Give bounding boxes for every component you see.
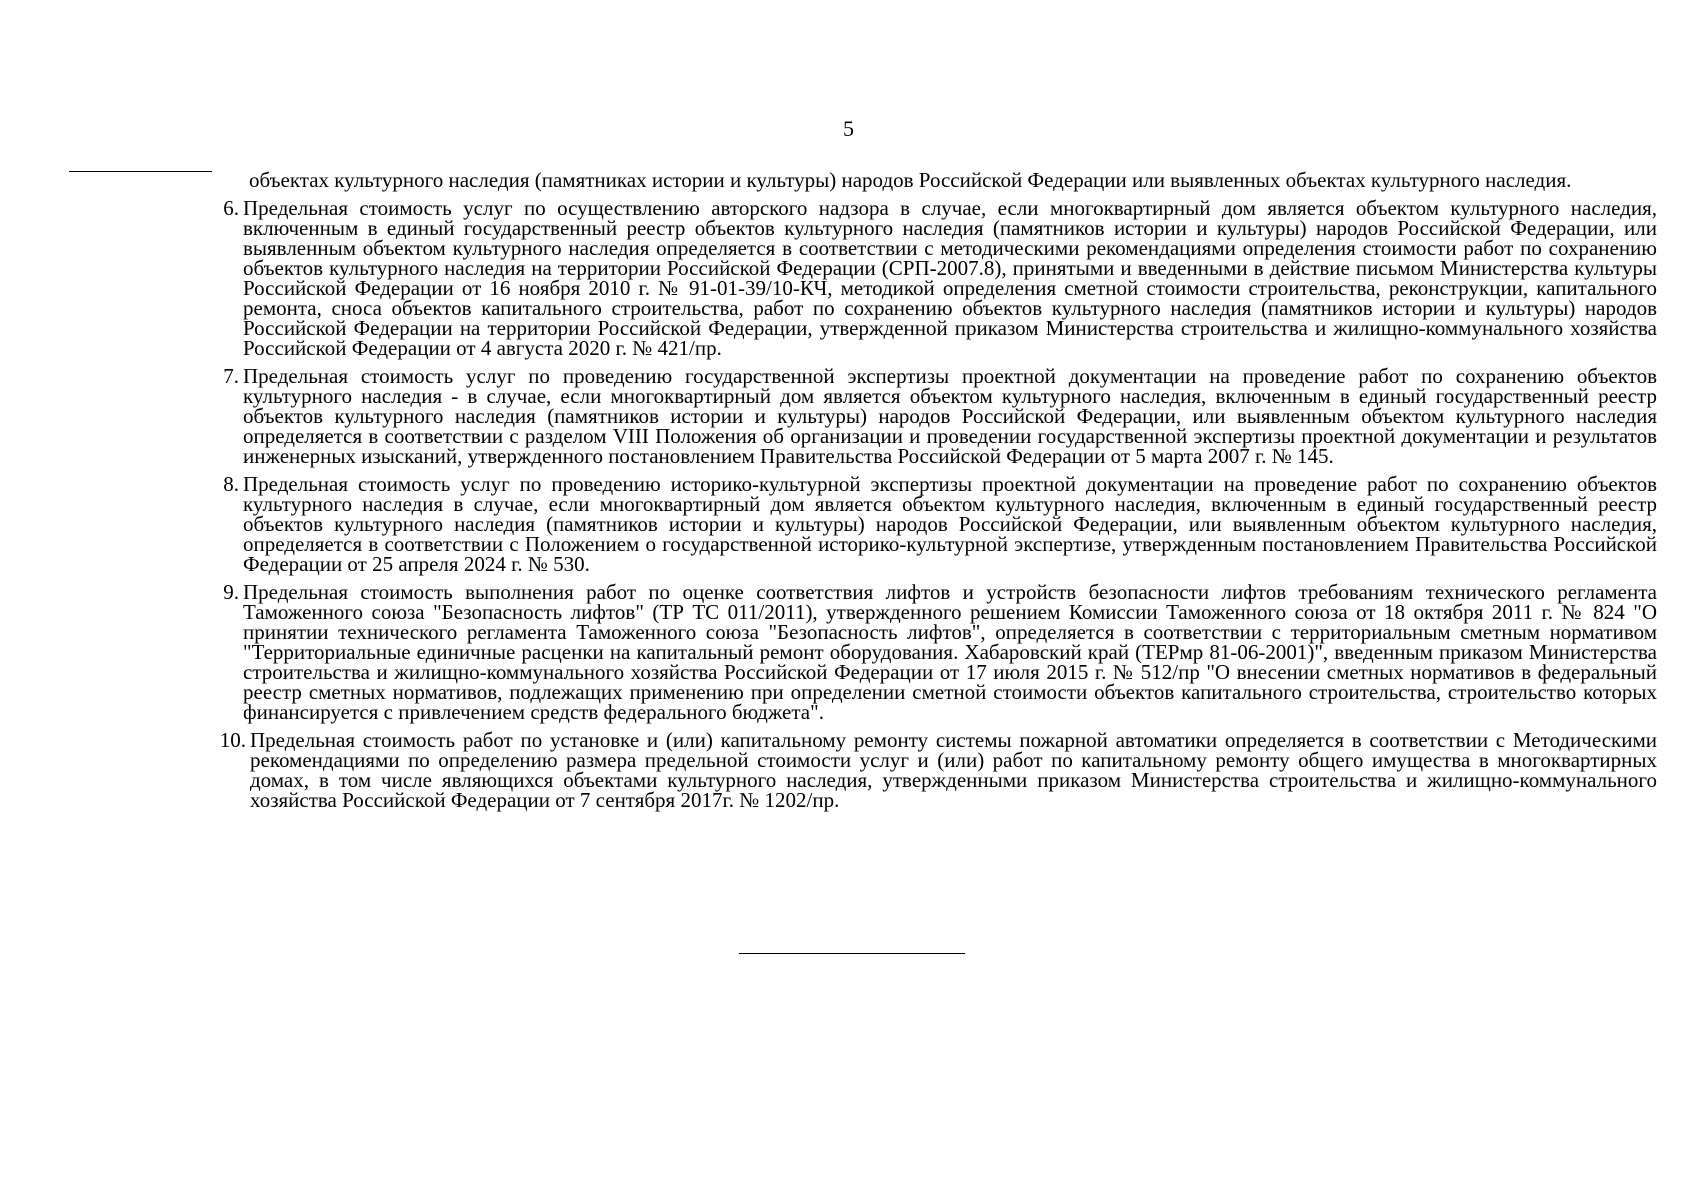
footnote-7: [210, 366, 1657, 466]
footnote-number: 9.: [223, 580, 239, 604]
footnotes-block: [210, 170, 1657, 818]
footnote-10: [210, 730, 1657, 810]
footnote-6: [210, 198, 1657, 358]
footnote-text: Предельная стоимость услуг по проведению государственной экспертизы проектной документации на проведение работ по сохранению объектов культурного наследия - в случае, если многоквартирный дом является объектом культурного наследия, включенным в единый государственный реестр объектов культурного наследия (памятников истории и культуры) народов Российской Федерации, или выявленным объектом культурного наследия определяется в соответствии с разделом VIII Положения об организации и проведении государственной экспертизы проектной документации и результатов инженерных изысканий, утвержденного постановлением Правительства Российской Федерации от 5 марта 2007 г. № 145.: [243, 364, 1657, 468]
page-number: 5: [843, 116, 854, 141]
footnote-text: Предельная стоимость выполнения работ по оценке соответствия лифтов и устройств безопасности лифтов требованиям технического регламента Таможенного союза "Безопасность лифтов" (ТР ТС 011/2011), утвержденного решением Комиссии Таможенного союза от 18 октября 2011 г. № 824 "О принятии технического регламента Таможенного союза "Безопасность лифтов", определяется в соответствии с территориальным сметным нормативом "Территориальные единичные расценки на капитальный ремонт оборудования. Хабаровский край (ТЕРмр 81-06-2001)", введенным приказом Министерства строительства и жилищно-коммунального хозяйства Российской Федерации от 17 июля 2015 г. № 512/пр "О внесении сметных нормативов в федеральный реестр сметных нормативов, подлежащих применению при определении сметной стоимости объектов капитального строительства, строительство которых финансируется с привлечением средств федерального бюджета".: [243, 580, 1657, 724]
footnote-continuation: объектах культурного наследия (памятниках истории и культуры) народов Российской Федерации или выявленных объектах культурного наследия.: [249, 168, 1572, 192]
footnote-text: Предельная стоимость услуг по осуществлению авторского надзора в случае, если многоквартирный дом является объектом культурного наследия, включенным в единый государственный реестр объектов культурного наследия (памятников истории и культуры) народов Российской Федерации, или выявленным объектом культурного наследия определяется в соответствии с методическими рекомендациями определения стоимости работ по сохранению объектов культурного наследия на территории Российской Федерации (СРП-2007.8), принятыми и введенными в действие письмом Министерства культуры Российской Федерации от 16 ноября 2010 г. № 91-01-39/10-КЧ, методикой определения сметной стоимости строительства, реконструкции, капитального ремонта, сноса объектов капитального строительства, работ по сохранению объектов культурного наследия (памятников истории и культуры) народов Российской Федерации на территории Российской Федерации, утвержденной приказом Министерства строительства и жилищно-коммунального хозяйства Российской Федерации от 4 августа 2020 г. № 421/пр.: [243, 196, 1657, 360]
footnote-8: [210, 474, 1657, 574]
end-of-section-rule: [739, 953, 965, 954]
footnote-number: 10.: [219, 728, 246, 752]
footnote-text: Предельная стоимость услуг по проведению историко-культурной экспертизы проектной документации на проведение работ по сохранению объектов культурного наследия в случае, если многоквартирный дом является объектом культурного наследия, включенным в единый государственный реестр объектов культурного наследия (памятников истории и культуры) народов Российской Федерации, или выявленным объектом культурного наследия, определяется в соответствии с Положением о государственной историко-культурной экспертизе, утвержденным постановлением Правительства Российской Федерации от 25 апреля 2024 г. № 530.: [243, 472, 1657, 576]
footnote-number: 8.: [223, 472, 239, 496]
footnote-text: Предельная стоимость работ по установке и (или) капитальному ремонту системы пожарной автоматики определяется в соответствии с Методическими рекомендациями по определению размера предельной стоимости услуг и (или) работ по капитальному ремонту общего имущества в многоквартирных домах, в том числе являющихся объектами культурного наследия, утвержденными приказом Министерства строительства и жилищно-коммунального хозяйства Российской Федерации от 7 сентября 2017г. № 1202/пр.: [250, 728, 1657, 812]
footnote-number: 7.: [223, 364, 239, 388]
footnote-number: 6.: [223, 196, 239, 220]
footnote-separator-rule: [69, 171, 212, 172]
footnote-9: [210, 582, 1657, 722]
